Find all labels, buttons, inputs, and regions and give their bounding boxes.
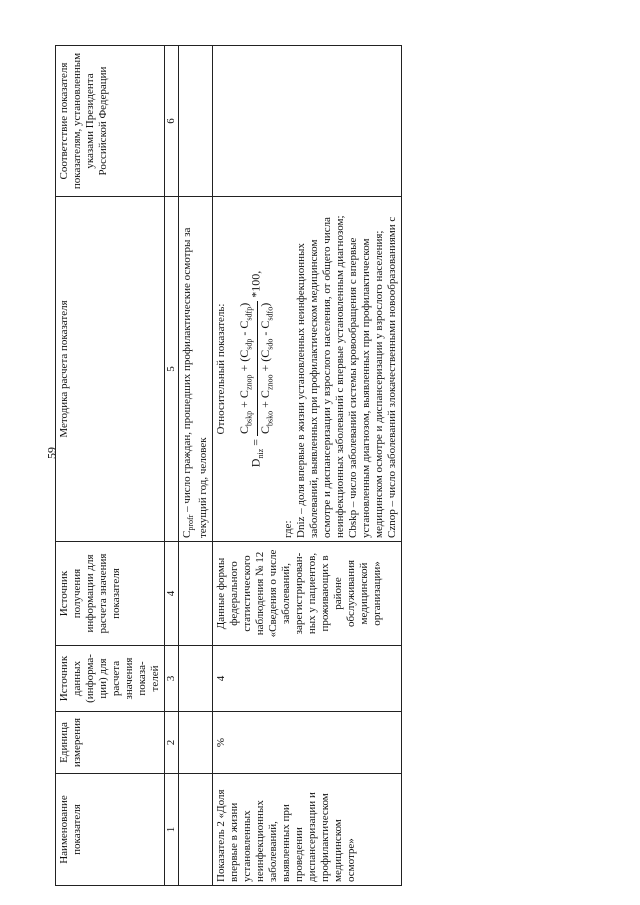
definition-item: Cbskp – число заболеваний системы кровообращения с впервые установленным диагнозом, выявленных при профилактическом медицинском осмотре и диспансеризации у взрослого населения; [346,230,385,538]
indicator-table-sheet [55,46,585,886]
formula-numerator: $C_{bskp} + C_{znop} + (C_{sdp} - C_{sdfp})$ [238,301,257,436]
header-unit: Единица измерения [56,712,165,774]
method-intro: Относительный показатель: [215,303,228,435]
indicator-table [55,45,402,886]
indicator-name: Показатель 2 «Доля впервые в жизни установленных неинфекционных заболеваний, выявленных при проведении диспансеризации и профилактическом медицинском осмотре» [213,774,402,886]
indicator-correspondence [213,46,402,197]
indicator-data-source: 4 [213,646,402,712]
col-number-5: 5 [165,197,179,542]
header-correspondence: Соответствие показателя показателям, установленным указами Президента Российской Федерации [56,46,165,197]
indicator-info-source: Данные формы федерального статистического наблюдения № 12 «Сведения о числе заболеваний, зарегистрирован-ных у пациентов, проживающих в районе обслуживания медицинской организации» [213,542,402,646]
header-method: Методика расчета показателя [56,197,165,542]
indicator-row [213,46,402,886]
formula-denominator: $C_{bsko} + C_{znoo} + (C_{sdo} - C_{sdfo})$ [257,302,274,434]
where-label: где: [281,520,294,538]
header-info-source: Источник получения информации для расчета значения показателя [56,542,165,646]
col-number-2: 2 [165,712,179,774]
continuation-method-cell: $C_{profr}$ – число граждан, прошедших профилактические осмотры за текущий год, человек [179,197,213,542]
col-number-4: 4 [165,542,179,646]
header-row [56,46,165,886]
column-number-row [165,46,179,886]
col-number-6: 6 [165,46,179,197]
col-number-3: 3 [165,646,179,712]
header-name: Наименование показателя [56,774,165,886]
method-formula: $D_{niz}$ = $C_{bskp} + C_{znop} + (C_{sdp} - C_{sdfp})$ $C_{bsko} + C_{znoo} + (C_{sdo} - C_{sdfo})$ *100, [237,270,274,468]
indicator-method [213,197,402,542]
col-number-1: 1 [165,774,179,886]
header-data-source: Источник данных (информа-ции) для расчета значения показа-телей [56,646,165,712]
definition-item: Cznop – число заболеваний злокачественными новообразованиями с [385,216,398,538]
page-number: 59 [44,447,59,459]
continuation-method-tail: человек [197,437,210,475]
definition-item: Dniz – доля впервые в жизни установленных неинфекционных заболеваний, выявленных при профилактическом медицинском осмотре и диспансеризации у взрослого населения, от общего числа неинфекционных заболеваний с впервые установленным диагнозом; [294,215,346,538]
indicator-unit: % [213,712,402,774]
formula-fraction [238,301,276,436]
continuation-row [179,46,213,886]
